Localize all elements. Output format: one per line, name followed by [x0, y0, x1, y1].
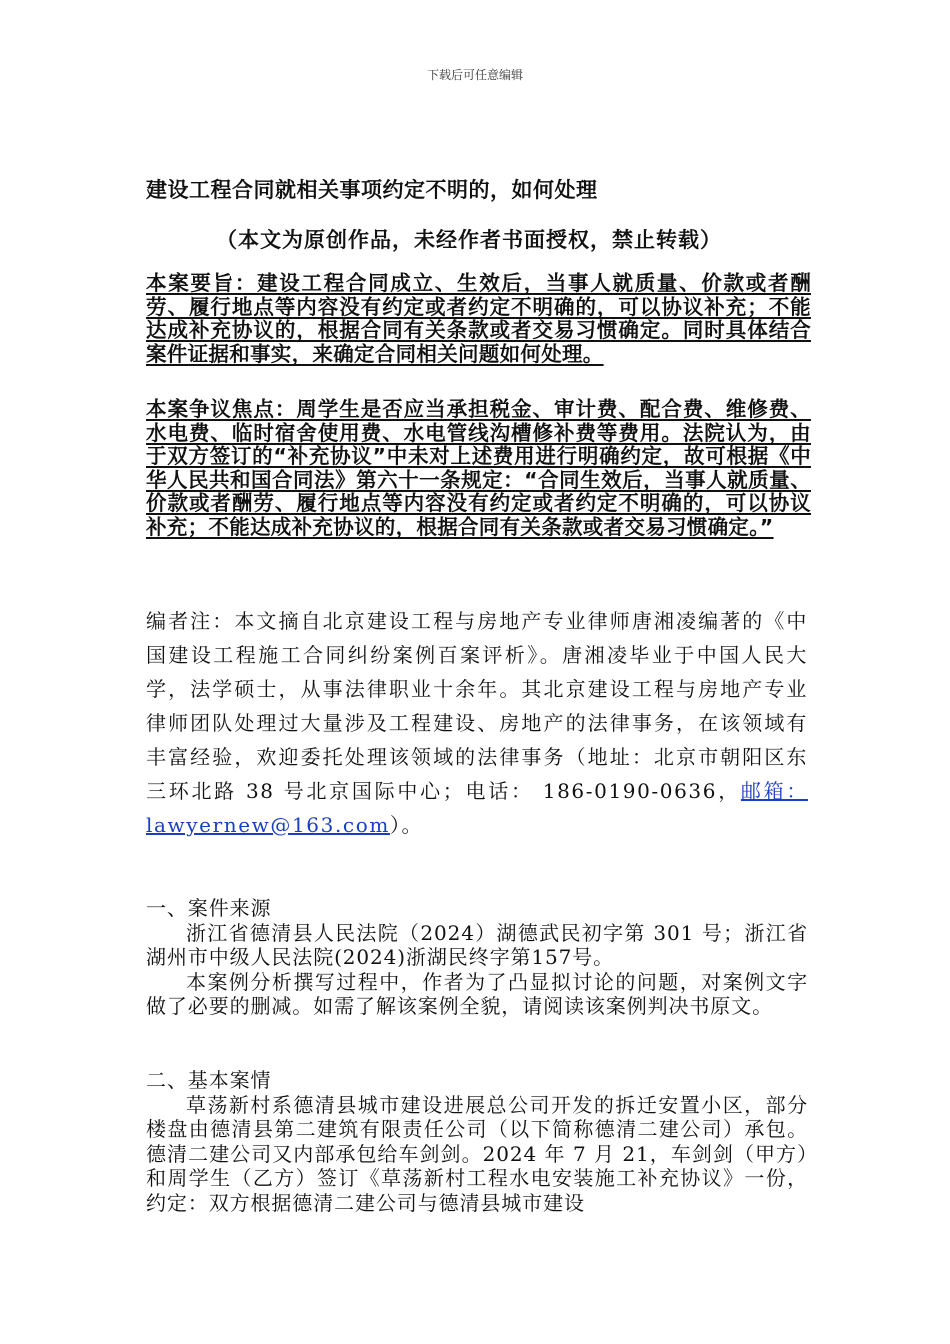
- section-basic-facts: [146, 1068, 808, 1215]
- header-note: 下载后可任意编辑: [426, 68, 523, 82]
- paragraph: 浙江省德清县人民法院（2024）湖德武民初字第 301 号；浙江省湖州市中级人民法院(2024)浙湖民终字第157号。: [146, 920, 808, 969]
- editor-note-text: 编者注：本文摘自北京建设工程与房地产专业律师唐湘凌编著的《中国建设工程施工合同纠纷案例百案评析》。唐湘凌毕业于中国人民大学，法学硕士，从事法律职业十余年。其北京建设工程与房地产专业律师团队处理过大量涉及工程建设、房地产的法律事务，在该领域有丰富经验，欢迎委托处理该领域的法律事务（地址：北京市朝阳区东三环北路 38 号北京国际中心；电话： 186-0190-0636，: [146, 609, 808, 803]
- case-summary: 本案要旨：建设工程合同成立、生效后，当事人就质量、价款或者酬劳、履行地点等内容没有约定或者约定不明确的，可以协议补充；不能达成补充协议的，根据合同有关条款或者交易习惯确定。同时具体结合案件证据和事实，来确定合同相关问题如何处理。: [146, 271, 811, 366]
- section-heading: 二、基本案情: [146, 1068, 272, 1092]
- paragraph: 本案例分析撰写过程中，作者为了凸显拟讨论的问题，对案例文字做了必要的删减。如需了解该案例全貌，请阅读该案例判决书原文。: [146, 969, 808, 1018]
- dispute-focus: 本案争议焦点：周学生是否应当承担税金、审计费、配合费、维修费、水电费、临时宿舍使用费、水电管线沟槽修补费等费用。法院认为，由于双方签订的“补充协议”中未对上述费用进行明确约定，故可根据《中华人民共和国合同法》第六十一条规定：“合同生效后，当事人就质量、价款或者酬劳、履行地点等内容没有约定或者约定不明确的，可以协议补充；不能达成补充协议的，根据合同有关条款或者交易习惯确定。”: [146, 397, 811, 539]
- email-link[interactable]: 邮箱：lawyernew@163.com: [146, 779, 808, 837]
- copyright-notice: （本文为原创作品，未经作者书面授权，禁止转载）: [216, 228, 722, 252]
- editor-note: [146, 604, 808, 842]
- section-heading: 一、案件来源: [146, 896, 272, 920]
- document-title: 建设工程合同就相关事项约定不明的，如何处理: [146, 178, 598, 202]
- editor-note-tail: ）。: [389, 813, 424, 837]
- paragraph: 草荡新村系德清县城市建设进展总公司开发的拆迁安置小区，部分楼盘由德清县第二建筑有限责任公司（以下简称德清二建公司）承包。德清二建公司又内部承包给车剑剑。2024 年 7 月 21，车剑剑（甲方）和周学生（乙方）签订《草荡新村工程水电安装施工补充协议》一份，约定：双方根据德清二建公司与德清县城市建设: [146, 1092, 808, 1215]
- section-case-source: [146, 896, 808, 1019]
